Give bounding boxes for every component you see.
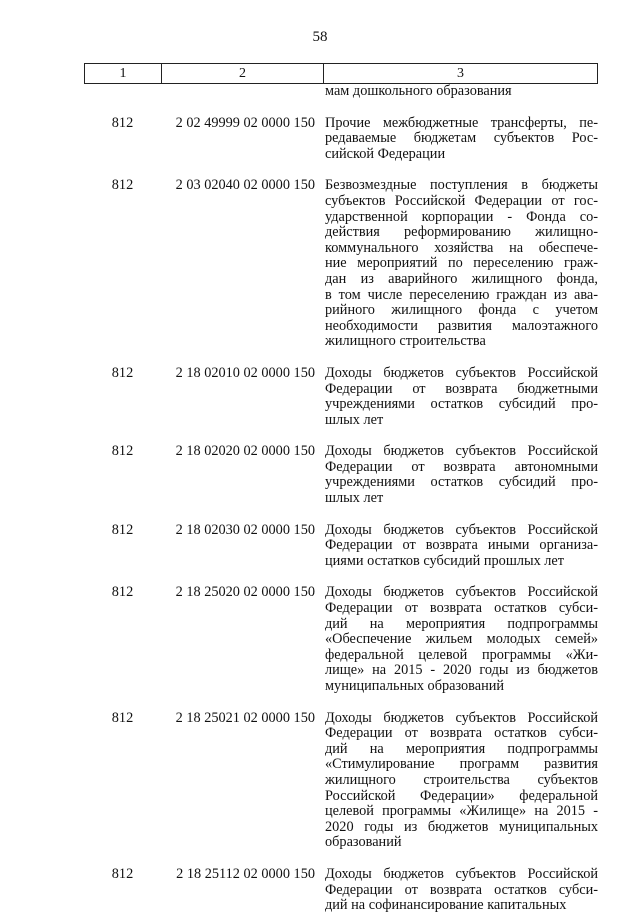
description-line: ние мероприятий по переселению граж- — [325, 255, 598, 272]
description-line: дан из аварийного жилищного фонда, — [325, 270, 598, 287]
table-header-row — [84, 63, 598, 84]
description-line: дий на софинансирование капитальных — [325, 897, 567, 914]
admin-code-cell: 812 — [111, 865, 134, 882]
description-line: образований — [325, 834, 402, 851]
description-line: сийской Федерации — [325, 145, 446, 162]
admin-code-cell: 812 — [111, 584, 134, 601]
description-line: дий на мероприятия подпрограммы — [325, 740, 598, 757]
description-line: жилищного строительства — [325, 333, 486, 350]
description-line: действия реформированию жилищно- — [325, 224, 598, 241]
table-body — [84, 84, 598, 914]
table-row — [84, 711, 598, 851]
table-row — [84, 444, 598, 506]
description-cell — [323, 711, 598, 851]
description-cell — [323, 178, 598, 350]
description-line: в том числе переселению граждан из ава- — [325, 286, 598, 303]
admin-code-cell: 812 — [111, 443, 134, 460]
description-line: жилищного строительства субъектов — [325, 771, 598, 788]
description-line: дий на мероприятия подпрограммы — [325, 615, 598, 632]
admin-code-cell: 812 — [111, 521, 134, 538]
description-line: Федерации от возврата остатков субси- — [325, 881, 598, 898]
description-line: ударственной корпорации - Фонда со- — [325, 208, 598, 225]
description-cell — [323, 366, 598, 428]
description-line: редаваемые бюджетам субъектов Рос- — [325, 130, 598, 147]
table-row — [84, 84, 598, 100]
header-column-1: 1 — [85, 64, 162, 83]
description-line: Прочие межбюджетные трансферты, пе- — [325, 114, 598, 131]
revenue-code-cell: 2 02 49999 02 0000 150 — [175, 114, 315, 131]
description-line: Федерации от возврата бюджетными — [325, 380, 598, 397]
description-line: циями остатков субсидий прошлых лет — [325, 552, 565, 569]
header-column-2: 2 — [162, 64, 324, 83]
admin-code-cell: 812 — [111, 114, 134, 131]
description-line: Доходы бюджетов субъектов Российской — [325, 865, 598, 882]
table-row — [84, 178, 598, 350]
description-line: целевой программы «Жилище» на 2015 - — [325, 803, 598, 820]
description-line: лище» на 2015 - 2020 годы из бюджетов — [325, 662, 598, 679]
revenue-code-cell: 2 18 25112 02 0000 150 — [176, 865, 315, 882]
revenue-code-cell: 2 18 02020 02 0000 150 — [175, 443, 315, 460]
description-line: учреждениями остатков субсидий про- — [325, 474, 598, 491]
description-line: шлых лет — [325, 490, 384, 507]
revenue-code-cell: 2 18 25021 02 0000 150 — [175, 709, 315, 726]
revenue-code-cell — [161, 84, 323, 100]
description-line: федеральной целевой программы «Жи- — [325, 646, 598, 663]
revenue-code-cell: 2 18 02010 02 0000 150 — [175, 364, 315, 381]
description-line: необходимости развития малоэтажного — [325, 317, 598, 334]
description-line: коммунального хозяйства на обеспече- — [325, 239, 598, 256]
description-line: Доходы бюджетов субъектов Российской — [325, 521, 598, 538]
description-cell — [323, 444, 598, 506]
description-cell — [323, 523, 598, 570]
description-line: муниципальных образований — [325, 678, 505, 694]
table-row — [84, 523, 598, 570]
description-line: шлых лет — [325, 411, 384, 428]
table-row — [84, 867, 598, 914]
page-number: 58 — [312, 29, 328, 45]
table-row — [84, 116, 598, 163]
description-line: «Обеспечение жильем молодых семей» — [325, 631, 598, 648]
description-line: Доходы бюджетов субъектов Российской — [325, 709, 598, 726]
description-cell — [323, 585, 598, 694]
description-line: учреждениями остатков субсидий про- — [325, 396, 598, 413]
admin-code-cell: 812 — [111, 177, 134, 194]
description-cell — [323, 116, 598, 163]
description-cell — [323, 84, 598, 100]
header-column-3: 3 — [457, 66, 464, 81]
description-cell — [323, 867, 598, 914]
description-line: Доходы бюджетов субъектов Российской — [325, 584, 598, 601]
description-line: рийного жилищного фонда с учетом — [325, 302, 598, 319]
description-line: Российской Федерации» федеральной — [325, 787, 598, 804]
description-line: Доходы бюджетов субъектов Российской — [325, 364, 598, 381]
description-line: «Стимулирование программ развития — [325, 756, 598, 773]
description-line: Доходы бюджетов субъектов Российской — [325, 443, 598, 460]
admin-code-cell: 812 — [111, 364, 134, 381]
revenue-code-cell: 2 18 25020 02 0000 150 — [175, 584, 315, 601]
revenue-code-cell: 2 18 02030 02 0000 150 — [175, 521, 315, 538]
description-line: Безвозмездные поступления в бюджеты — [325, 177, 598, 194]
admin-code-cell: 812 — [111, 709, 134, 726]
description-line: Федерации от возврата остатков субси- — [325, 725, 598, 742]
description-line: мам дошкольного образования — [325, 83, 512, 99]
admin-code-cell — [84, 84, 161, 100]
description-line: Федерации от возврата автономными — [325, 458, 598, 475]
revenue-code-cell: 2 03 02040 02 0000 150 — [175, 177, 315, 194]
description-line: 2020 годы из бюджетов муниципальных — [325, 818, 598, 835]
description-line: Федерации от возврата иными организа- — [325, 537, 598, 554]
table-row — [84, 585, 598, 694]
description-line: Федерации от возврата остатков субси- — [325, 600, 598, 617]
description-line: субъектов Российской Федерации от гос- — [325, 192, 598, 209]
table-row — [84, 366, 598, 428]
